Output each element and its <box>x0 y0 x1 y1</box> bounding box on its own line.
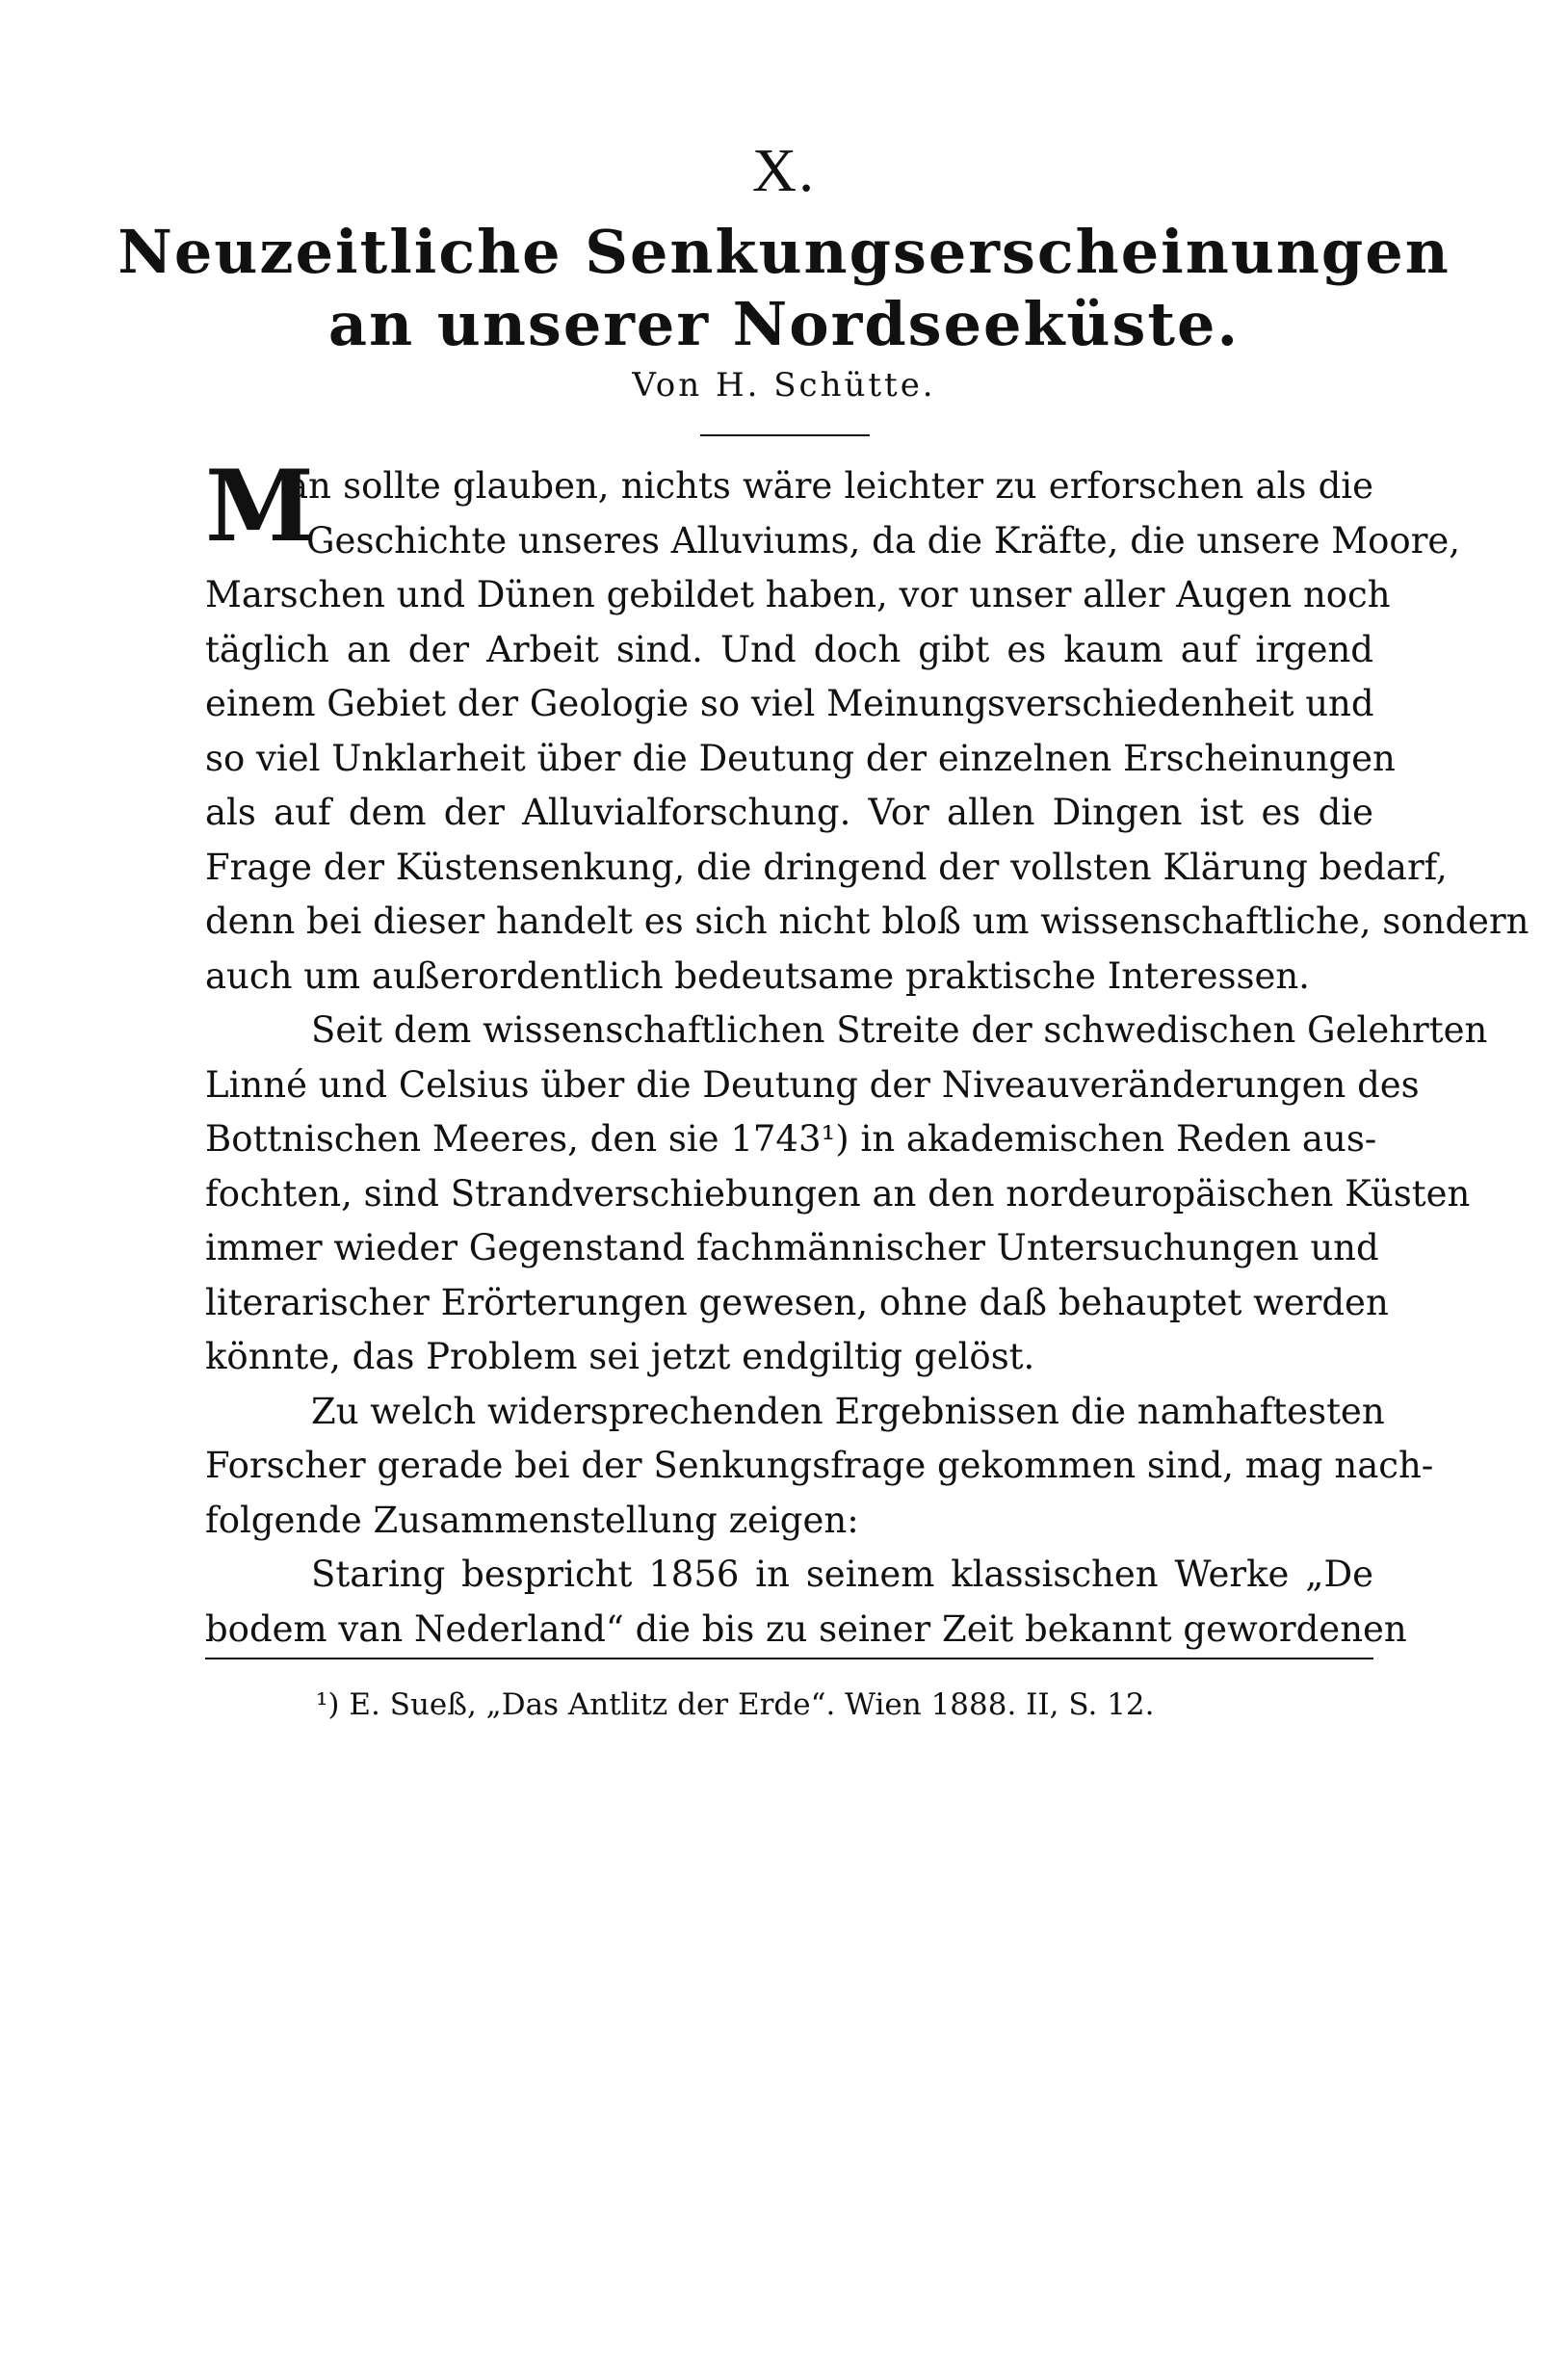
body-line: Bottnischen Meeres, den sie 1743¹) in akademischen Reden aus- <box>205 1118 1377 1160</box>
body-line: Linné und Celsius über die Deutung der Niveauveränderungen des <box>205 1063 1420 1106</box>
body-line: denn bei dieser handelt es sich nicht bloß um wissenschaftliche, sondern <box>205 901 1529 942</box>
chapter-title-line-2: an unserer Nordseeküste. <box>327 289 1241 359</box>
body-line: als auf dem der Alluvialforschung. Vor allen Dingen ist es die <box>205 792 1373 833</box>
body-line: könnte, das Problem sei jetzt endgiltig gelöst. <box>205 1336 1035 1377</box>
chapter-number: X. <box>751 136 817 204</box>
author-byline: Von H. Schütte. <box>632 366 936 405</box>
title-divider <box>700 434 870 436</box>
footnote-divider <box>205 1658 1373 1659</box>
body-line: fochten, sind Strandverschiebungen an den nordeuropäischen Küsten <box>205 1172 1471 1215</box>
body-line: Zu welch widersprechenden Ergebnissen die namhaftesten <box>311 1390 1385 1432</box>
body-line: an sollte glauben, nichts wäre leichter zu erforschen als die <box>287 465 1373 507</box>
body-line: Geschichte unseres Alluviums, da die Kräfte, die unsere Moore, <box>306 519 1461 562</box>
body-line: Frage der Küstensenkung, die dringend der vollsten Klärung bedarf, <box>205 846 1448 888</box>
body-line: einem Gebiet der Geologie so viel Meinungsverschiedenheit und <box>205 683 1374 724</box>
body-line: Seit dem wissenschaftlichen Streite der schwedischen Gelehrten <box>311 1009 1488 1051</box>
body-line: folgende Zusammenstellung zeigen: <box>205 1499 859 1541</box>
chapter-title-line-1: Neuzeitliche Senkungserscheinungen <box>118 217 1450 287</box>
footnote: ¹) E. Sueß, „Das Antlitz der Erde“. Wien 1888. II, S. 12. <box>316 1687 1155 1722</box>
drop-cap-letter: M <box>205 449 314 564</box>
body-line: auch um außerordentlich bedeutsame praktische Interessen. <box>205 954 1310 997</box>
body-line: Forscher gerade bei der Senkungsfrage gekommen sind, mag nach- <box>205 1445 1434 1486</box>
body-line: bodem van Nederland“ die bis zu seiner Zeit bekannt gewordenen <box>205 1607 1407 1650</box>
body-line: so viel Unklarheit über die Deutung der einzelnen Erscheinungen <box>205 737 1396 779</box>
body-line: Marschen und Dünen gebildet haben, vor unser aller Augen noch <box>205 574 1391 615</box>
body-line: immer wieder Gegenstand fachmännischer Untersuchungen und <box>205 1227 1379 1268</box>
body-line: literarischer Erörterungen gewesen, ohne daß behauptet werden <box>205 1281 1389 1323</box>
body-line: Staring bespricht 1856 in seinem klassischen Werke „De <box>311 1554 1373 1595</box>
body-line: täglich an der Arbeit sind. Und doch gibt es kaum auf irgend <box>205 628 1373 670</box>
